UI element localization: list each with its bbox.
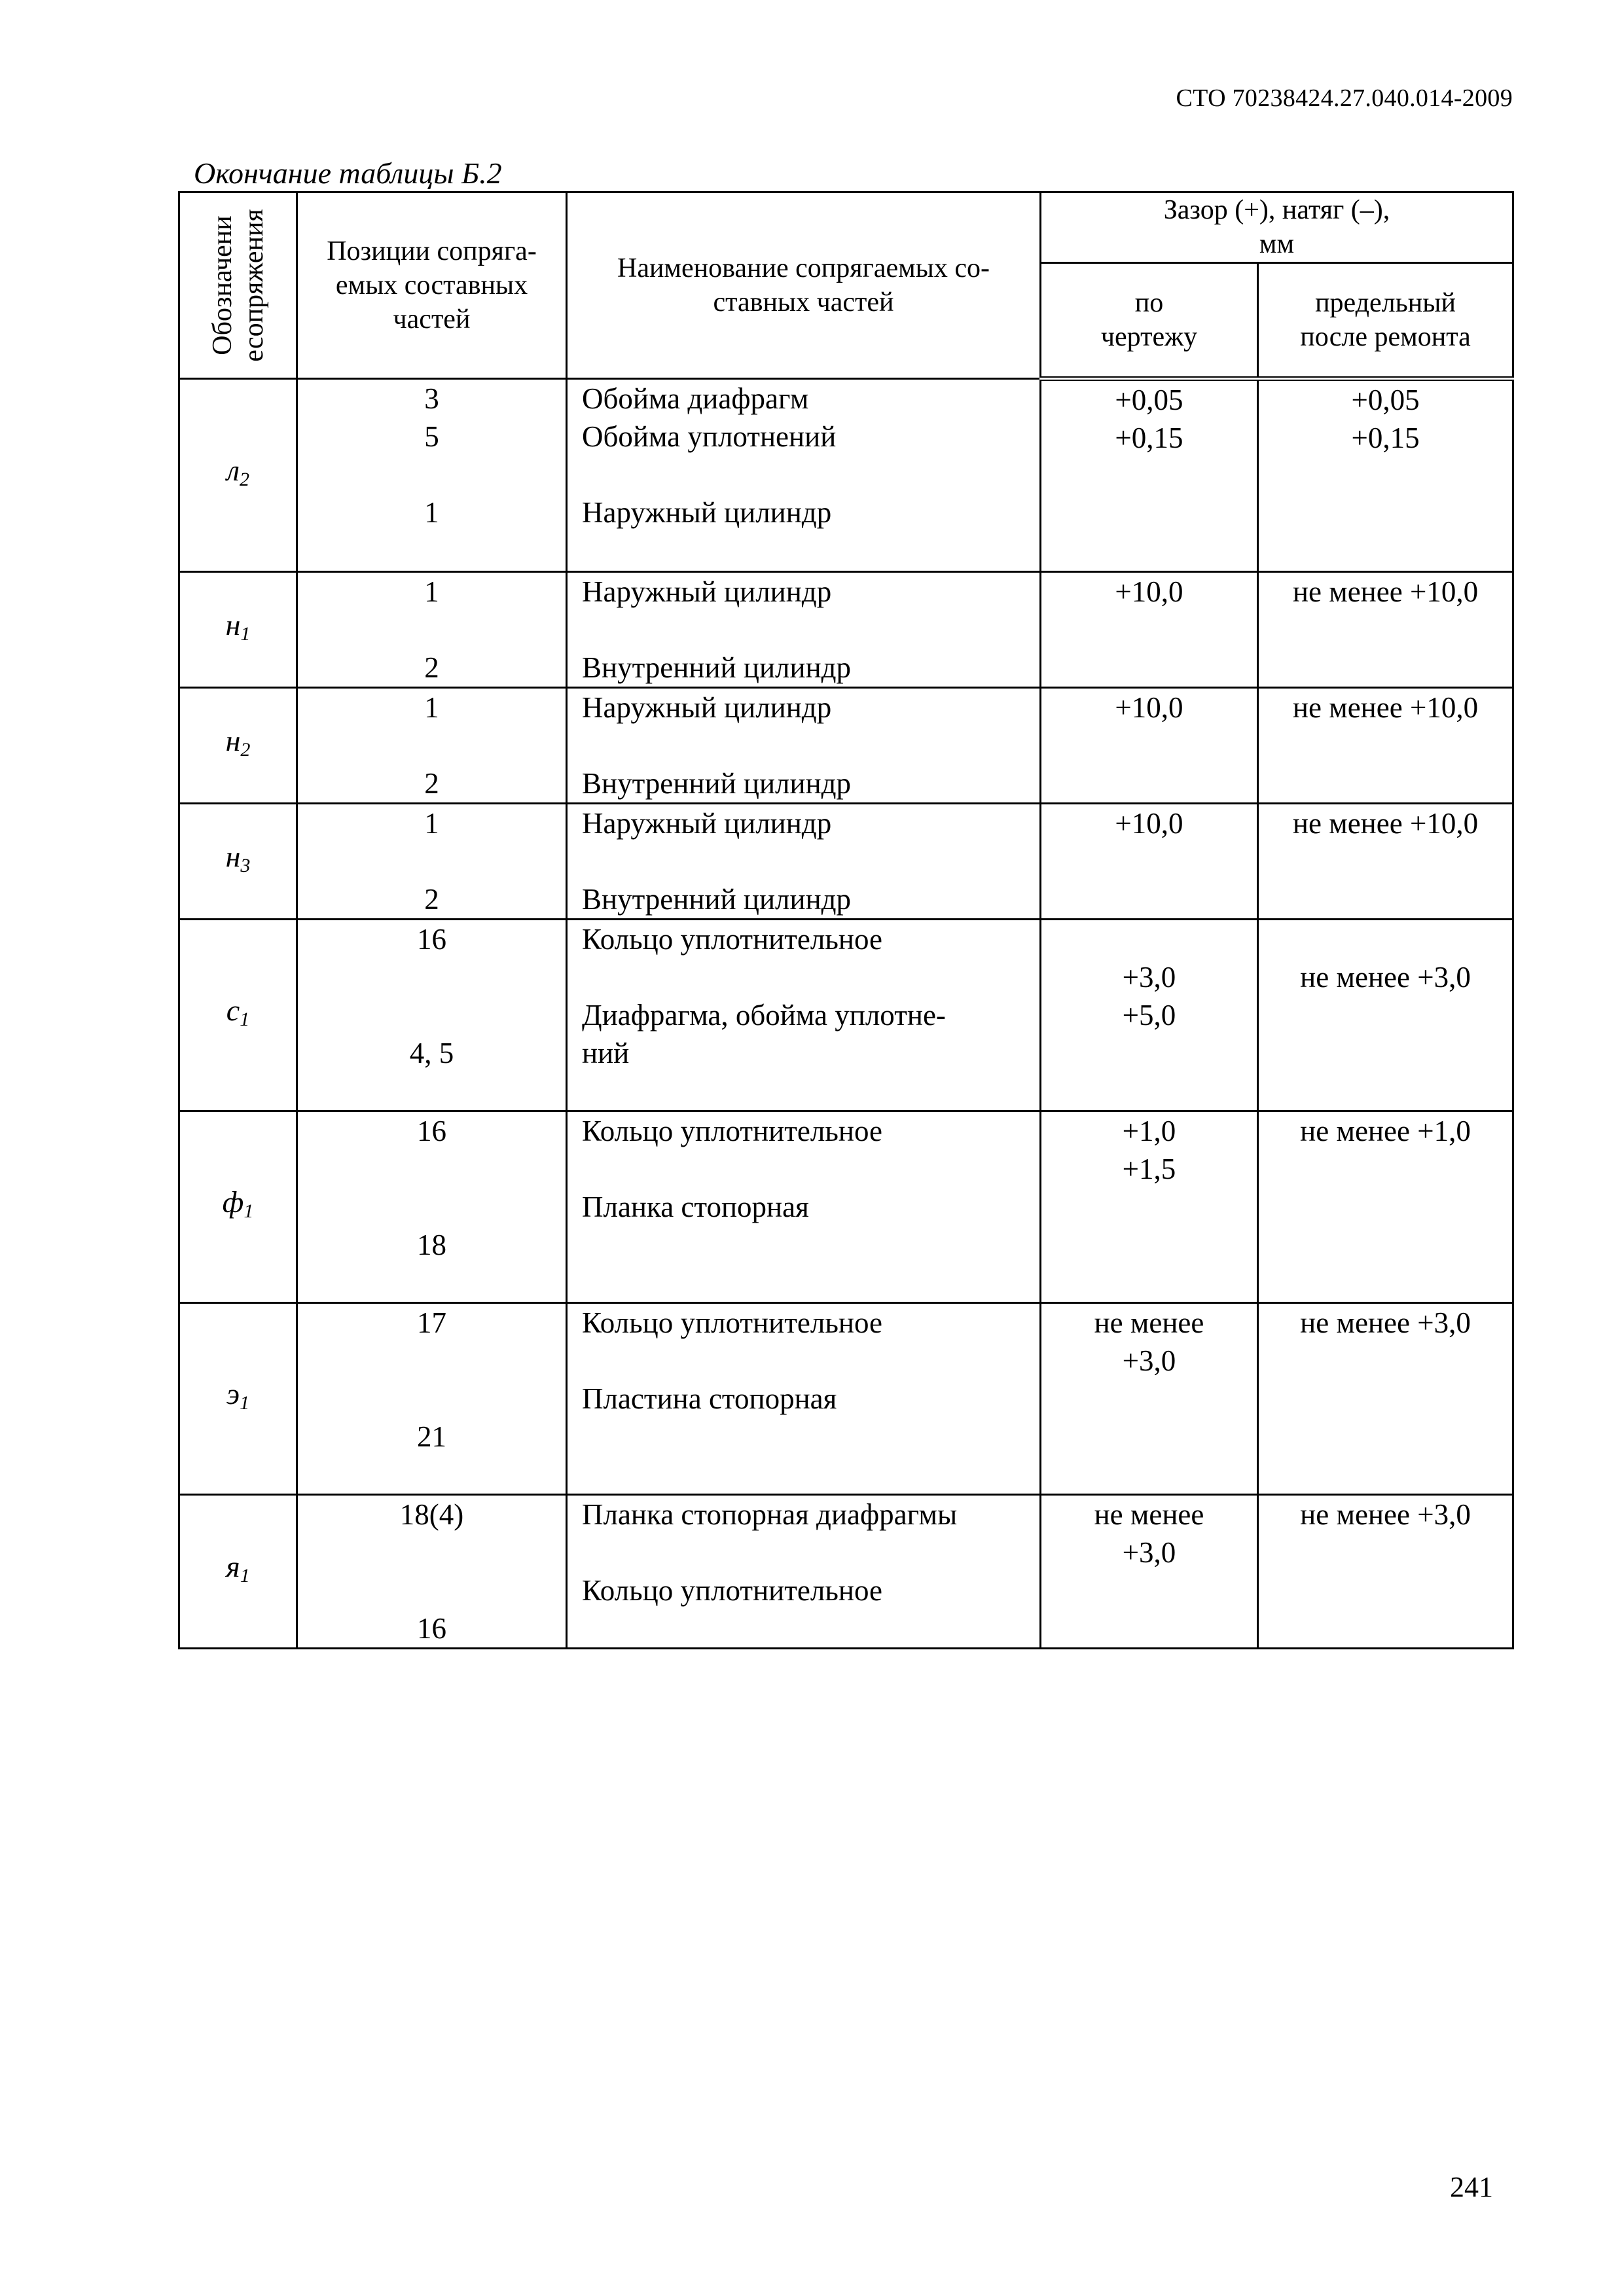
part-name-line: Внутренний цилиндр — [582, 651, 852, 684]
position-line — [298, 1188, 566, 1226]
by-drawing-value: +3,0 — [1122, 1536, 1176, 1569]
position-cell — [297, 1495, 567, 1649]
by-drawing-value — [1041, 1571, 1257, 1609]
designation-index: 2 — [240, 739, 251, 761]
part-name-line — [582, 842, 1039, 880]
position-line — [298, 456, 566, 493]
limit-value — [1259, 1571, 1512, 1609]
by-drawing-value — [1041, 1072, 1257, 1110]
designation-letter: н — [225, 840, 241, 873]
position-line — [298, 531, 566, 569]
position-line: 18 — [417, 1229, 446, 1261]
limit-value — [1259, 533, 1512, 571]
position-line: 1 — [424, 496, 439, 529]
part-name-line — [582, 1534, 1039, 1571]
position-line: 16 — [417, 923, 446, 956]
part-name-line: Обойма уплотнений — [582, 420, 837, 453]
table-row — [179, 379, 1513, 572]
header-positions-line: частей — [393, 304, 471, 334]
header-gap-line: мм — [1259, 229, 1295, 260]
designation-index: 3 — [240, 855, 251, 876]
designation-letter: л — [226, 454, 240, 487]
part-name-line: Кольцо уплотнительное — [582, 1306, 882, 1339]
part-name-line: Пластина стопорная — [582, 1382, 837, 1415]
limit-value — [1259, 1609, 1512, 1647]
limit-value: не менее +10,0 — [1292, 575, 1479, 608]
by-drawing-cell — [1041, 804, 1258, 920]
by-drawing-value: +10,0 — [1115, 691, 1183, 724]
by-drawing-cell — [1041, 379, 1258, 572]
by-drawing-value: +0,05 — [1115, 384, 1183, 416]
limit-value — [1259, 649, 1512, 687]
part-name-line: Планка стопорная диафрагмы — [582, 1498, 958, 1531]
by-drawing-value: +1,0 — [1122, 1115, 1176, 1147]
by-drawing-value — [1041, 764, 1257, 802]
designation-index: 1 — [240, 1565, 250, 1587]
by-drawing-value: +5,0 — [1122, 999, 1176, 1031]
header-designation-line: Обозначени — [207, 215, 238, 355]
position-line: 16 — [417, 1115, 446, 1147]
limit-value: не менее +3,0 — [1300, 1498, 1471, 1531]
position-line: 4, 5 — [409, 1037, 454, 1069]
part-name-cell — [567, 379, 1041, 572]
part-name-cell — [567, 1303, 1041, 1495]
position-line: 17 — [417, 1306, 446, 1339]
header-names — [567, 192, 1041, 379]
table-row — [179, 1495, 1513, 1649]
position-cell — [297, 379, 567, 572]
part-name-line: Наружный цилиндр — [582, 807, 832, 840]
by-drawing-value — [1041, 1456, 1257, 1494]
part-name-line: Наружный цилиндр — [582, 496, 832, 529]
position-line: 5 — [424, 420, 439, 453]
header-gap-group — [1041, 192, 1513, 263]
limit-value — [1259, 1380, 1512, 1418]
position-line — [298, 1072, 566, 1110]
limit-cell — [1258, 1495, 1513, 1649]
designation-index: 1 — [240, 623, 251, 645]
part-name-line: Наружный цилиндр — [582, 691, 832, 724]
header-limit-line: после ремонта — [1300, 321, 1471, 352]
part-name-line: Наружный цилиндр — [582, 575, 832, 608]
position-cell — [297, 688, 567, 804]
position-cell — [297, 1303, 567, 1495]
by-drawing-value — [1041, 457, 1257, 495]
limit-value — [1259, 996, 1512, 1034]
header-limit — [1258, 262, 1513, 378]
part-name-line — [582, 1226, 1039, 1264]
part-name-line: Обойма диафрагм — [582, 382, 809, 415]
by-drawing-cell — [1041, 688, 1258, 804]
position-line — [298, 726, 566, 764]
part-name-line — [582, 726, 1039, 764]
part-name-line: ний — [582, 1037, 630, 1069]
position-cell — [297, 804, 567, 920]
limit-value — [1259, 920, 1512, 958]
limit-value — [1259, 1188, 1512, 1226]
document-code: СТО 70238424.27.040.014-2009 — [1176, 84, 1513, 112]
position-line — [298, 842, 566, 880]
part-name-cell — [567, 688, 1041, 804]
limit-cell — [1258, 804, 1513, 920]
part-name-line — [582, 531, 1039, 569]
position-line: 1 — [424, 691, 439, 724]
position-line: 18(4) — [399, 1498, 464, 1531]
part-name-line — [582, 958, 1039, 996]
header-by-drawing-line: по — [1134, 287, 1164, 318]
position-line: 1 — [424, 575, 439, 608]
position-line — [298, 1571, 566, 1609]
designation-index: 1 — [240, 1392, 250, 1414]
part-name-line: Кольцо уплотнительное — [582, 923, 882, 956]
designation-letter: я — [226, 1550, 240, 1583]
designation-index: 1 — [244, 1200, 254, 1222]
limit-value: +0,05 — [1351, 384, 1420, 416]
table-body — [179, 379, 1513, 1649]
limit-value: не менее +3,0 — [1300, 961, 1471, 994]
by-drawing-value — [1041, 842, 1257, 880]
designation-cell — [179, 1495, 297, 1649]
limit-value — [1259, 457, 1512, 495]
limit-value — [1259, 880, 1512, 918]
by-drawing-value — [1041, 1609, 1257, 1647]
limit-value — [1259, 1342, 1512, 1380]
header-positions — [297, 192, 567, 379]
part-name-line — [582, 1342, 1039, 1380]
header-by-drawing-line: чертежу — [1100, 321, 1198, 352]
table-row — [179, 804, 1513, 920]
position-line — [298, 958, 566, 996]
limit-value: не менее +1,0 — [1300, 1115, 1471, 1147]
limit-cell — [1258, 1303, 1513, 1495]
position-line — [298, 996, 566, 1034]
header-designation-line: есопряжения — [238, 209, 269, 362]
position-line — [298, 1342, 566, 1380]
by-drawing-cell — [1041, 1303, 1258, 1495]
designation-cell — [179, 1303, 297, 1495]
header-gap-line: Зазор (+), натяг (–), — [1163, 195, 1390, 226]
by-drawing-cell — [1041, 572, 1258, 688]
by-drawing-value: +3,0 — [1122, 1344, 1176, 1377]
designation-letter: э — [226, 1377, 240, 1410]
part-name-line — [582, 1418, 1039, 1456]
by-drawing-value: +10,0 — [1115, 575, 1183, 608]
part-name-line: Кольцо уплотнительное — [582, 1574, 882, 1607]
header-designation — [179, 192, 297, 379]
part-name-line: Кольцо уплотнительное — [582, 1115, 882, 1147]
designation-cell — [179, 572, 297, 688]
header-positions-line: емых составных — [335, 270, 528, 300]
limit-cell — [1258, 1111, 1513, 1303]
part-name-line: Внутренний цилиндр — [582, 883, 852, 916]
position-cell — [297, 1111, 567, 1303]
part-name-cell — [567, 804, 1041, 920]
part-name-line — [582, 1456, 1039, 1494]
by-drawing-value — [1041, 1264, 1257, 1302]
by-drawing-value — [1041, 495, 1257, 533]
by-drawing-value — [1041, 920, 1257, 958]
by-drawing-cell — [1041, 920, 1258, 1111]
header-positions-line: Позиции сопряга- — [327, 236, 537, 266]
limit-value: +0,15 — [1351, 422, 1420, 454]
table-row — [179, 572, 1513, 688]
designation-cell — [179, 920, 297, 1111]
by-drawing-value — [1041, 1418, 1257, 1456]
part-name-line: Внутренний цилиндр — [582, 767, 852, 800]
limit-value — [1259, 611, 1512, 649]
by-drawing-value: +3,0 — [1122, 961, 1176, 994]
header-limit-line: предельный — [1315, 287, 1456, 318]
table-caption: Окончание таблицы Б.2 — [194, 156, 502, 190]
limit-cell — [1258, 688, 1513, 804]
part-name-cell — [567, 572, 1041, 688]
by-drawing-value: +1,5 — [1122, 1153, 1176, 1185]
position-line — [298, 1534, 566, 1571]
designation-cell — [179, 804, 297, 920]
limit-value — [1259, 1418, 1512, 1456]
designation-cell — [179, 379, 297, 572]
part-name-line: Планка стопорная — [582, 1191, 809, 1223]
position-cell — [297, 920, 567, 1111]
position-line — [298, 1150, 566, 1188]
limit-cell — [1258, 920, 1513, 1111]
by-drawing-value — [1041, 1226, 1257, 1264]
table-row — [179, 1111, 1513, 1303]
part-name-line: Диафрагма, обойма уплотне- — [582, 999, 946, 1031]
part-name-line — [582, 1072, 1039, 1110]
spec-table — [178, 191, 1514, 1649]
by-drawing-cell — [1041, 1495, 1258, 1649]
limit-value — [1259, 1150, 1512, 1188]
limit-value: не менее +10,0 — [1292, 691, 1479, 724]
table-row — [179, 1303, 1513, 1495]
by-drawing-value: +0,15 — [1115, 422, 1183, 454]
by-drawing-value — [1041, 726, 1257, 764]
position-line — [298, 1380, 566, 1418]
limit-value — [1259, 495, 1512, 533]
position-line: 2 — [424, 651, 439, 684]
position-line: 16 — [417, 1612, 446, 1645]
designation-letter: с — [226, 994, 240, 1027]
designation-index: 1 — [240, 1009, 250, 1030]
limit-cell — [1258, 379, 1513, 572]
limit-cell — [1258, 572, 1513, 688]
position-line — [298, 1456, 566, 1494]
limit-value — [1259, 1226, 1512, 1264]
position-line: 2 — [424, 767, 439, 800]
by-drawing-value — [1041, 649, 1257, 687]
by-drawing-value — [1041, 880, 1257, 918]
header-by-drawing — [1041, 262, 1258, 378]
by-drawing-value — [1041, 533, 1257, 571]
part-name-cell — [567, 1495, 1041, 1649]
position-cell — [297, 572, 567, 688]
by-drawing-value: +10,0 — [1115, 807, 1183, 840]
part-name-line — [582, 1150, 1039, 1188]
position-line: 3 — [424, 382, 439, 415]
limit-value — [1259, 764, 1512, 802]
designation-index: 2 — [240, 469, 250, 490]
position-line — [298, 1264, 566, 1302]
limit-value: не менее +3,0 — [1300, 1306, 1471, 1339]
page-number: 241 — [1450, 2171, 1493, 2203]
limit-value — [1259, 1534, 1512, 1571]
limit-value — [1259, 1264, 1512, 1302]
limit-value: не менее +10,0 — [1292, 807, 1479, 840]
limit-value — [1259, 1456, 1512, 1494]
position-line: 1 — [424, 807, 439, 840]
position-line — [298, 611, 566, 649]
header-names-line: ставных частей — [713, 287, 894, 317]
by-drawing-value — [1041, 611, 1257, 649]
designation-cell — [179, 688, 297, 804]
by-drawing-value: не менее — [1094, 1306, 1204, 1339]
part-name-line — [582, 1264, 1039, 1302]
by-drawing-value: не менее — [1094, 1498, 1204, 1531]
designation-letter: ф — [222, 1185, 244, 1219]
limit-value — [1259, 842, 1512, 880]
part-name-line — [582, 611, 1039, 649]
header-names-line: Наименование сопрягаемых со- — [617, 253, 990, 283]
position-line: 21 — [417, 1420, 446, 1453]
table-row — [179, 688, 1513, 804]
by-drawing-value — [1041, 1380, 1257, 1418]
part-name-line — [582, 1609, 1039, 1647]
part-name-line — [582, 456, 1039, 493]
limit-value — [1259, 1072, 1512, 1110]
position-line: 2 — [424, 883, 439, 916]
limit-value — [1259, 726, 1512, 764]
part-name-cell — [567, 920, 1041, 1111]
by-drawing-value — [1041, 1034, 1257, 1072]
by-drawing-value — [1041, 1188, 1257, 1226]
part-name-cell — [567, 1111, 1041, 1303]
by-drawing-cell — [1041, 1111, 1258, 1303]
designation-cell — [179, 1111, 297, 1303]
table-row — [179, 920, 1513, 1111]
designation-letter: н — [225, 608, 241, 641]
limit-value — [1259, 1034, 1512, 1072]
designation-letter: н — [225, 724, 241, 757]
